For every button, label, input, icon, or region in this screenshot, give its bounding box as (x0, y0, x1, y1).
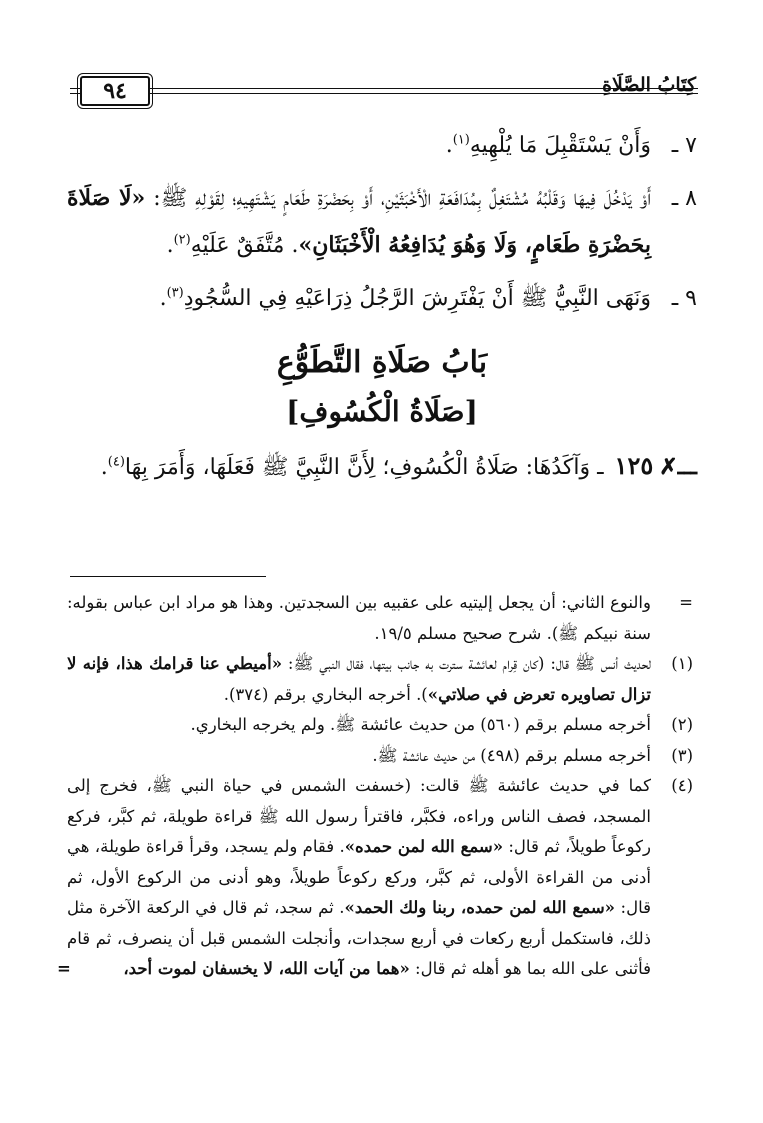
footnote-3 (67, 741, 697, 772)
item-tail: . (159, 286, 167, 311)
item-7 (67, 122, 697, 169)
paragraph-number: ١٢٥ (614, 451, 654, 480)
item-8 (67, 175, 697, 269)
paragraph-ornament: ـــ✗ (659, 454, 697, 480)
page-number: ٩٤ (103, 78, 127, 104)
hadith-quote: «لَا صَلَاةَ بِحَضْرَةِ طَعَامٍ، وَلَا وَهُوَ يُدَافِعُهُ الْأَخْبَثَانِ» (67, 185, 651, 258)
main-text (67, 122, 697, 491)
book-title: كِتَابُ الصَّلَاةِ (602, 74, 696, 96)
item-9 (67, 275, 697, 322)
item-number: ٨ ـ (671, 186, 697, 211)
footnote-text: . ثم سجد، ثم قال في الركعة الآخرة مثل ذلك، فاستكمل أربع ركعات في أربع سجدات، وأنجلت الشمس قبل أن ينصرف، ثم قام فأثنى على الله بما هو أهله ثم قال: (67, 898, 651, 978)
footnote-mark: = (679, 593, 693, 612)
item-text-continued: . مُتَّفَقٌ عَلَيْهِ (190, 233, 299, 258)
item-text: وَأَنْ يَسْتَقْبِلَ مَا يُلْهِيهِ (469, 133, 651, 158)
footnote-ref[interactable]: (١) (452, 132, 470, 148)
item-number: ٧ ـ (671, 133, 697, 158)
footnote-continued (67, 588, 697, 649)
paragraph-125 (67, 442, 697, 491)
footnote-text: كما في حديث عائشة ﷺ قالت: (خسفت الشمس في حياة النبي ﷺ، فخرج إلى المسجد، فصف الناس وراءه، فكبَّر، فاقترأ رسول الله ﷺ قراءة طويلة، ثم كبَّر، فركع ركوعاً طويلاً، ثم قال: (67, 776, 651, 856)
footnote-mark: (٤) (671, 776, 693, 795)
footnote-text: . فقام ولم يسجد، وقرأ قراءة طويلة، هي أدنى من القراءة الأولى، ثم كبَّر، وركع ركوعاً طويلاً، وهو أدنى من الركوع الأول، ثم قال: (67, 837, 651, 917)
hadith-quote: «هما من آيات الله، لا يخسفان لموت أحد، (123, 959, 410, 978)
footnote-mark: (١) (671, 654, 693, 673)
paragraph-text: ـ وَآكَدُهَا: صَلَاةُ الْكُسُوفِ؛ لِأَنَّ النَّبِيَّ ﷺ فَعَلَهَا، وَأَمَرَ بِهَا (124, 455, 604, 480)
item-number: ٩ ـ (671, 286, 697, 311)
footnote-1 (67, 649, 697, 710)
page-header (70, 70, 698, 110)
item-text: وَنَهَى النَّبِيُّ ﷺ أَنْ يَفْتَرِشَ الرَّجُلُ ذِرَاعَيْهِ فِي السُّجُودِ (183, 286, 651, 311)
footnote-text: أخرجه مسلم برقم (٤٩٨) من حديث عائشة ﷺ. (372, 745, 651, 765)
footnote-separator (70, 576, 266, 577)
footnote-text-continued: ). أخرجه البخاري برقم (٣٧٤). (223, 684, 428, 704)
paragraph-tail: . (100, 455, 108, 480)
footnote-mark: (٢) (671, 715, 693, 734)
item-tail: . (166, 233, 174, 258)
footnote-4 (57, 771, 697, 985)
footnote-text: أخرجه مسلم برقم (٥٦٠) من حديث عائشة ﷺ. ولم يخرجه البخاري. (190, 715, 651, 734)
section-title: بَابُ صَلَاةِ التَّطَوُّعِ (276, 345, 488, 380)
continuation-mark: = (57, 959, 71, 978)
footnote-ref[interactable]: (٤) (107, 454, 125, 470)
footnotes (57, 588, 697, 985)
hadith-quote: «سمع الله لمن حمده» (344, 837, 504, 856)
section-subtitle: [صَلَاةُ الْكُسُوفِ] (286, 395, 478, 428)
footnote-2 (67, 710, 697, 741)
footnote-text: لحديث أنس ﷺ قال: (كان قِرام لعائشة سترت به جانب بيتها، فقال النبي ﷺ: (282, 654, 651, 673)
item-text: أَوْ يَدْخُلَ فِيهَا وَقَلْبُهُ مُشْتَغِلٌ بِمُدَافَعَةِ الْأَخْبَثَيْنِ، أَوْ بِحَضْرَةِ طَعَامٍ يَشْتَهِيهِ؛ لِقَوْلِهِ ﷺ: (145, 186, 651, 211)
page-number-box (80, 76, 150, 106)
footnote-ref[interactable]: (٢) (173, 232, 191, 248)
footnote-text: والنوع الثاني: أن يجعل إليتيه على عقبيه بين السجدتين. وهذا هو مراد ابن عباس بقوله: سنة نبيكم ﷺ). شرح صحيح مسلم ١٩/٥. (67, 593, 651, 643)
footnote-ref[interactable]: (٣) (166, 285, 184, 301)
hadith-quote: «أميطي عنا قرامك هذا، فإنه لا تزال تصاويره تعرض في صلاتي» (67, 654, 651, 704)
hadith-quote: «سمع الله لمن حمده، ربنا ولك الحمد» (344, 898, 615, 917)
item-tail: . (445, 133, 453, 158)
footnote-mark: (٣) (671, 745, 693, 765)
